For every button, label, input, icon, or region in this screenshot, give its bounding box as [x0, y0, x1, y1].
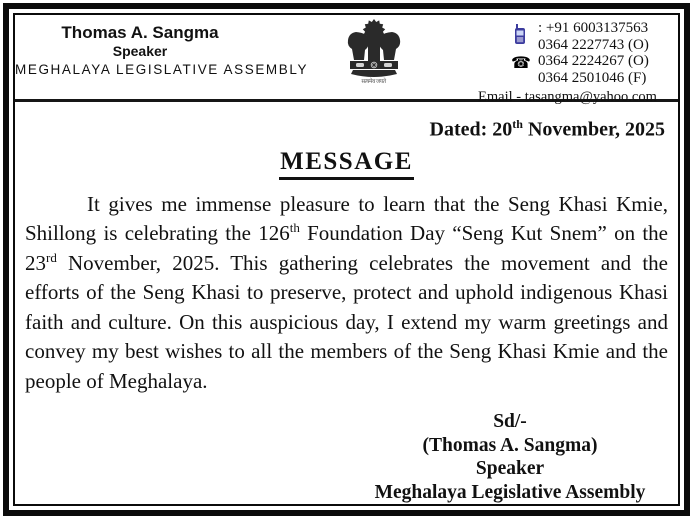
- letterhead-identity: [15, 15, 309, 78]
- signature-organization: Meghalaya Legislative Assembly: [374, 481, 646, 503]
- date-ordinal-suffix: th: [512, 117, 523, 131]
- phone-line-fax: 0364 2501046 (F): [538, 69, 647, 86]
- heading-row: [15, 148, 678, 180]
- phone-line-office-1: 0364 2227743 (O): [538, 36, 649, 53]
- signature-block: [366, 410, 654, 504]
- email-line: Email - tasangma@yahoo.com: [478, 89, 657, 105]
- emblem-motto: सत्यमेव जयते: [361, 78, 386, 85]
- date-text-rest: November, 2025: [522, 118, 665, 141]
- inner-border: [13, 13, 680, 506]
- body-ordinal-1: th: [289, 220, 300, 236]
- body-ordinal-2: rd: [46, 249, 57, 265]
- telephone-icon: ☎: [511, 53, 531, 72]
- letterhead-emblem: [265, 15, 482, 85]
- message-body: [25, 190, 668, 397]
- signature-sd: Sd/-: [493, 411, 527, 433]
- message-heading: MESSAGE: [279, 148, 414, 180]
- sender-organization: MEGHALAYA LEGISLATIVE ASSEMBLY: [15, 62, 309, 77]
- sender-name: Thomas A. Sangma: [61, 23, 219, 42]
- body-segment-2: Foundation Day “Seng Kut Snem” on the 23: [25, 221, 668, 275]
- body-segment-3: November, 2025. This gathering celebrates the movement and the efforts of the Seng Khasi to preserve, protect and uphold indigenous Khasi faith and culture. On this auspicious day, I extend my warm greetings and convey my best wishes to all the members of the Seng Khasi Kmie and the people of Meghalaya.: [25, 250, 668, 393]
- ashoka-emblem-icon: [346, 18, 402, 80]
- body-segment-1: It gives me immense pleasure to learn that the Seng Khasi Kmie, Shillong is celebrating the 126: [25, 191, 668, 246]
- signature-title: Speaker: [475, 458, 545, 480]
- date-text: Dated: 20: [429, 118, 513, 141]
- phone-line-office-2: 0364 2224267 (O): [538, 53, 649, 69]
- date-line: [15, 102, 678, 141]
- mobile-phone-icon: [514, 24, 527, 50]
- letterhead: [15, 15, 678, 105]
- sender-title: Speaker: [112, 43, 168, 59]
- letterhead-contact: [478, 15, 668, 106]
- phone-numbers: [538, 20, 668, 86]
- phone-line-mobile: : +91 6003137563: [538, 20, 649, 36]
- signature-name: (Thomas A. Sangma): [422, 434, 598, 456]
